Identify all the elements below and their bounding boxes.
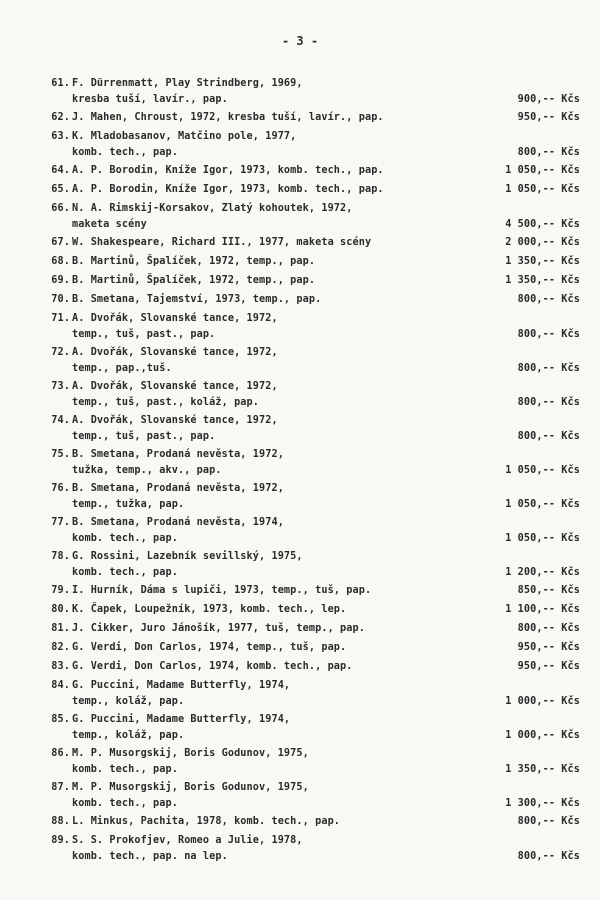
catalog-entry bbox=[0, 621, 600, 640]
entry-text: tužka, temp., akv., pap. bbox=[72, 465, 222, 476]
catalog-entry bbox=[0, 163, 600, 182]
entry-text: A. Dvořák, Slovanské tance, 1972, bbox=[72, 347, 278, 358]
entry-number: 62. bbox=[51, 112, 70, 123]
entry-text: M. P. Musorgskij, Boris Godunov, 1975, bbox=[72, 748, 309, 759]
entry-line-first bbox=[0, 254, 600, 270]
entry-price: 1 350,-- Kčs bbox=[505, 275, 580, 286]
entry-line-first bbox=[0, 76, 600, 92]
catalog-entry bbox=[0, 413, 600, 445]
catalog-entry bbox=[0, 640, 600, 659]
entry-price: 1 350,-- Kčs bbox=[505, 256, 580, 267]
entry-number: 78. bbox=[51, 551, 70, 562]
entry-number: 81. bbox=[51, 623, 70, 634]
catalog-entry bbox=[0, 129, 600, 161]
entry-text: temp., tuš, past., koláž, pap. bbox=[72, 397, 260, 408]
entry-price: 800,-- Kčs bbox=[517, 851, 580, 862]
entry-text: G. Puccini, Madame Butterfly, 1974, bbox=[72, 714, 291, 725]
entry-line-second bbox=[0, 497, 600, 513]
entry-price: 1 050,-- Kčs bbox=[505, 499, 580, 510]
entry-text: komb. tech., pap. na lep. bbox=[72, 851, 228, 862]
entry-line-first bbox=[0, 515, 600, 531]
entry-price: 950,-- Kčs bbox=[517, 642, 580, 653]
entry-text: B. Martinů, Špalíček, 1972, temp., pap. bbox=[72, 256, 316, 267]
entry-price: 900,-- Kčs bbox=[517, 94, 580, 105]
entry-line-first bbox=[0, 201, 600, 217]
entry-text: F. Dürrenmatt, Play Strindberg, 1969, bbox=[72, 78, 303, 89]
entry-line-first bbox=[0, 602, 600, 618]
entry-line-first bbox=[0, 549, 600, 565]
entry-price: 850,-- Kčs bbox=[517, 585, 580, 596]
entry-price: 1 050,-- Kčs bbox=[505, 184, 580, 195]
entry-text: I. Hurník, Dáma s lupiči, 1973, temp., tuš, pap. bbox=[72, 585, 372, 596]
entry-line-second bbox=[0, 145, 600, 161]
entry-number: 84. bbox=[51, 680, 70, 691]
entry-number: 61. bbox=[51, 78, 70, 89]
entry-line-first bbox=[0, 129, 600, 145]
catalog-entry bbox=[0, 746, 600, 778]
page-number: - 3 - bbox=[281, 34, 319, 48]
entry-line-second bbox=[0, 849, 600, 865]
entry-line-first bbox=[0, 621, 600, 637]
entry-line-first bbox=[0, 481, 600, 497]
entry-text: N. A. Rimskij-Korsakov, Zlatý kohoutek, 1972, bbox=[72, 203, 353, 214]
catalog-entry bbox=[0, 602, 600, 621]
catalog-entry bbox=[0, 833, 600, 865]
catalog-entry bbox=[0, 583, 600, 602]
entry-text: A. Dvořák, Slovanské tance, 1972, bbox=[72, 381, 278, 392]
entry-line-second bbox=[0, 395, 600, 411]
entry-text: G. Verdi, Don Carlos, 1974, komb. tech., pap. bbox=[72, 661, 353, 672]
entry-number: 73. bbox=[51, 381, 70, 392]
entry-text: temp., koláž, pap. bbox=[72, 730, 185, 741]
entry-line-first bbox=[0, 814, 600, 830]
entry-line-first bbox=[0, 235, 600, 251]
entry-line-first bbox=[0, 292, 600, 308]
catalog-entry bbox=[0, 481, 600, 513]
entry-text: temp., tužka, pap. bbox=[72, 499, 185, 510]
catalog-entry bbox=[0, 678, 600, 710]
entry-text: G. Verdi, Don Carlos, 1974, temp., tuš, pap. bbox=[72, 642, 347, 653]
entry-text: komb. tech., pap. bbox=[72, 764, 178, 775]
entry-line-first bbox=[0, 110, 600, 126]
entry-text: kresba tuší, lavír., pap. bbox=[72, 94, 228, 105]
entry-text: B. Smetana, Prodaná nevěsta, 1972, bbox=[72, 483, 284, 494]
entry-price: 1 000,-- Kčs bbox=[505, 696, 580, 707]
catalog-entry bbox=[0, 292, 600, 311]
entry-number: 67. bbox=[51, 237, 70, 248]
entry-price: 800,-- Kčs bbox=[517, 294, 580, 305]
entry-line-first bbox=[0, 678, 600, 694]
entry-text: B. Smetana, Prodaná nevěsta, 1972, bbox=[72, 449, 284, 460]
entry-line-second bbox=[0, 429, 600, 445]
entry-text: komb. tech., pap. bbox=[72, 147, 178, 158]
entry-line-first bbox=[0, 640, 600, 656]
entry-line-first bbox=[0, 311, 600, 327]
entry-line-first bbox=[0, 273, 600, 289]
catalog-entry bbox=[0, 515, 600, 547]
entry-text: A. P. Borodin, Kníže Igor, 1973, komb. tech., pap. bbox=[72, 184, 384, 195]
entry-number: 79. bbox=[51, 585, 70, 596]
entry-price: 800,-- Kčs bbox=[517, 816, 580, 827]
catalog-list bbox=[0, 76, 600, 867]
catalog-entry bbox=[0, 235, 600, 254]
catalog-entry bbox=[0, 712, 600, 744]
entry-line-second bbox=[0, 531, 600, 547]
entry-number: 86. bbox=[51, 748, 70, 759]
entry-line-first bbox=[0, 746, 600, 762]
entry-text: B. Martinů, Špalíček, 1972, temp., pap. bbox=[72, 275, 316, 286]
entry-number: 80. bbox=[51, 604, 70, 615]
entry-number: 87. bbox=[51, 782, 70, 793]
entry-price: 950,-- Kčs bbox=[517, 112, 580, 123]
entry-price: 1 350,-- Kčs bbox=[505, 764, 580, 775]
entry-text: A. Dvořák, Slovanské tance, 1972, bbox=[72, 415, 278, 426]
entry-text: temp., tuš, past., pap. bbox=[72, 329, 216, 340]
entry-text: G. Puccini, Madame Butterfly, 1974, bbox=[72, 680, 291, 691]
entry-line-first bbox=[0, 712, 600, 728]
entry-text: J. Mahen, Chroust, 1972, kresba tuší, lavír., pap. bbox=[72, 112, 384, 123]
entry-text: B. Smetana, Prodaná nevěsta, 1974, bbox=[72, 517, 284, 528]
entry-price: 1 000,-- Kčs bbox=[505, 730, 580, 741]
entry-text: K. Čapek, Loupežník, 1973, komb. tech., lep. bbox=[72, 604, 347, 615]
entry-text: S. S. Prokofjev, Romeo a Julie, 1978, bbox=[72, 835, 303, 846]
catalog-entry bbox=[0, 447, 600, 479]
entry-text: K. Mladobasanov, Matčino pole, 1977, bbox=[72, 131, 297, 142]
entry-text: J. Cikker, Juro Jánošík, 1977, tuš, temp., pap. bbox=[72, 623, 365, 634]
entry-number: 69. bbox=[51, 275, 70, 286]
entry-number: 72. bbox=[51, 347, 70, 358]
entry-price: 4 500,-- Kčs bbox=[505, 219, 580, 230]
entry-line-first bbox=[0, 659, 600, 675]
entry-line-second bbox=[0, 361, 600, 377]
catalog-entry bbox=[0, 182, 600, 201]
entry-number: 83. bbox=[51, 661, 70, 672]
entry-number: 63. bbox=[51, 131, 70, 142]
catalog-entry bbox=[0, 201, 600, 233]
entry-line-first bbox=[0, 833, 600, 849]
catalog-entry bbox=[0, 345, 600, 377]
catalog-entry bbox=[0, 780, 600, 812]
entry-line-second bbox=[0, 796, 600, 812]
entry-number: 77. bbox=[51, 517, 70, 528]
entry-text: A. Dvořák, Slovanské tance, 1972, bbox=[72, 313, 278, 324]
entry-price: 800,-- Kčs bbox=[517, 363, 580, 374]
entry-text: W. Shakespeare, Richard III., 1977, maketa scény bbox=[72, 237, 372, 248]
entry-number: 74. bbox=[51, 415, 70, 426]
entry-line-first bbox=[0, 780, 600, 796]
entry-number: 75. bbox=[51, 449, 70, 460]
catalog-entry bbox=[0, 254, 600, 273]
entry-line-second bbox=[0, 463, 600, 479]
entry-line-second bbox=[0, 762, 600, 778]
catalog-entry bbox=[0, 814, 600, 833]
entry-text: temp., tuš, past., pap. bbox=[72, 431, 216, 442]
entry-line-first bbox=[0, 163, 600, 179]
entry-text: M. P. Musorgskij, Boris Godunov, 1975, bbox=[72, 782, 309, 793]
entry-text: komb. tech., pap. bbox=[72, 798, 178, 809]
entry-text: maketa scény bbox=[72, 219, 147, 230]
entry-price: 1 100,-- Kčs bbox=[505, 604, 580, 615]
entry-price: 2 000,-- Kčs bbox=[505, 237, 580, 248]
entry-line-first bbox=[0, 583, 600, 599]
entry-price: 800,-- Kčs bbox=[517, 147, 580, 158]
entry-line-second bbox=[0, 217, 600, 233]
entry-line-second bbox=[0, 92, 600, 108]
entry-price: 800,-- Kčs bbox=[517, 431, 580, 442]
entry-price: 950,-- Kčs bbox=[517, 661, 580, 672]
catalog-entry bbox=[0, 76, 600, 108]
entry-price: 1 050,-- Kčs bbox=[505, 533, 580, 544]
catalog-entry bbox=[0, 273, 600, 292]
entry-number: 89. bbox=[51, 835, 70, 846]
entry-number: 71. bbox=[51, 313, 70, 324]
catalog-entry bbox=[0, 549, 600, 581]
catalog-entry bbox=[0, 659, 600, 678]
entry-number: 68. bbox=[51, 256, 70, 267]
entry-line-second bbox=[0, 327, 600, 343]
entry-line-second bbox=[0, 694, 600, 710]
entry-line-first bbox=[0, 182, 600, 198]
entry-number: 70. bbox=[51, 294, 70, 305]
entry-price: 1 200,-- Kčs bbox=[505, 567, 580, 578]
catalog-entry bbox=[0, 110, 600, 129]
entry-line-second bbox=[0, 565, 600, 581]
entry-price: 800,-- Kčs bbox=[517, 329, 580, 340]
entry-line-first bbox=[0, 447, 600, 463]
entry-price: 1 300,-- Kčs bbox=[505, 798, 580, 809]
entry-text: B. Smetana, Tajemství, 1973, temp., pap. bbox=[72, 294, 322, 305]
entry-number: 82. bbox=[51, 642, 70, 653]
entry-number: 76. bbox=[51, 483, 70, 494]
entry-text: komb. tech., pap. bbox=[72, 533, 178, 544]
entry-text: temp., pap.,tuš. bbox=[72, 363, 172, 374]
entry-price: 1 050,-- Kčs bbox=[505, 465, 580, 476]
entry-price: 1 050,-- Kčs bbox=[505, 165, 580, 176]
entry-text: A. P. Borodin, Kníže Igor, 1973, komb. tech., pap. bbox=[72, 165, 384, 176]
entry-line-first bbox=[0, 379, 600, 395]
catalog-entry bbox=[0, 311, 600, 343]
entry-text: G. Rossini, Lazebník sevillský, 1975, bbox=[72, 551, 303, 562]
entry-number: 65. bbox=[51, 184, 70, 195]
catalog-entry bbox=[0, 379, 600, 411]
entry-price: 800,-- Kčs bbox=[517, 397, 580, 408]
entry-text: komb. tech., pap. bbox=[72, 567, 178, 578]
entry-number: 85. bbox=[51, 714, 70, 725]
entry-price: 800,-- Kčs bbox=[517, 623, 580, 634]
entry-number: 88. bbox=[51, 816, 70, 827]
entry-number: 66. bbox=[51, 203, 70, 214]
entry-text: L. Minkus, Pachita, 1978, komb. tech., pap. bbox=[72, 816, 341, 827]
entry-line-first bbox=[0, 413, 600, 429]
entry-line-first bbox=[0, 345, 600, 361]
entry-line-second bbox=[0, 728, 600, 744]
entry-number: 64. bbox=[51, 165, 70, 176]
entry-text: temp., koláž, pap. bbox=[72, 696, 185, 707]
